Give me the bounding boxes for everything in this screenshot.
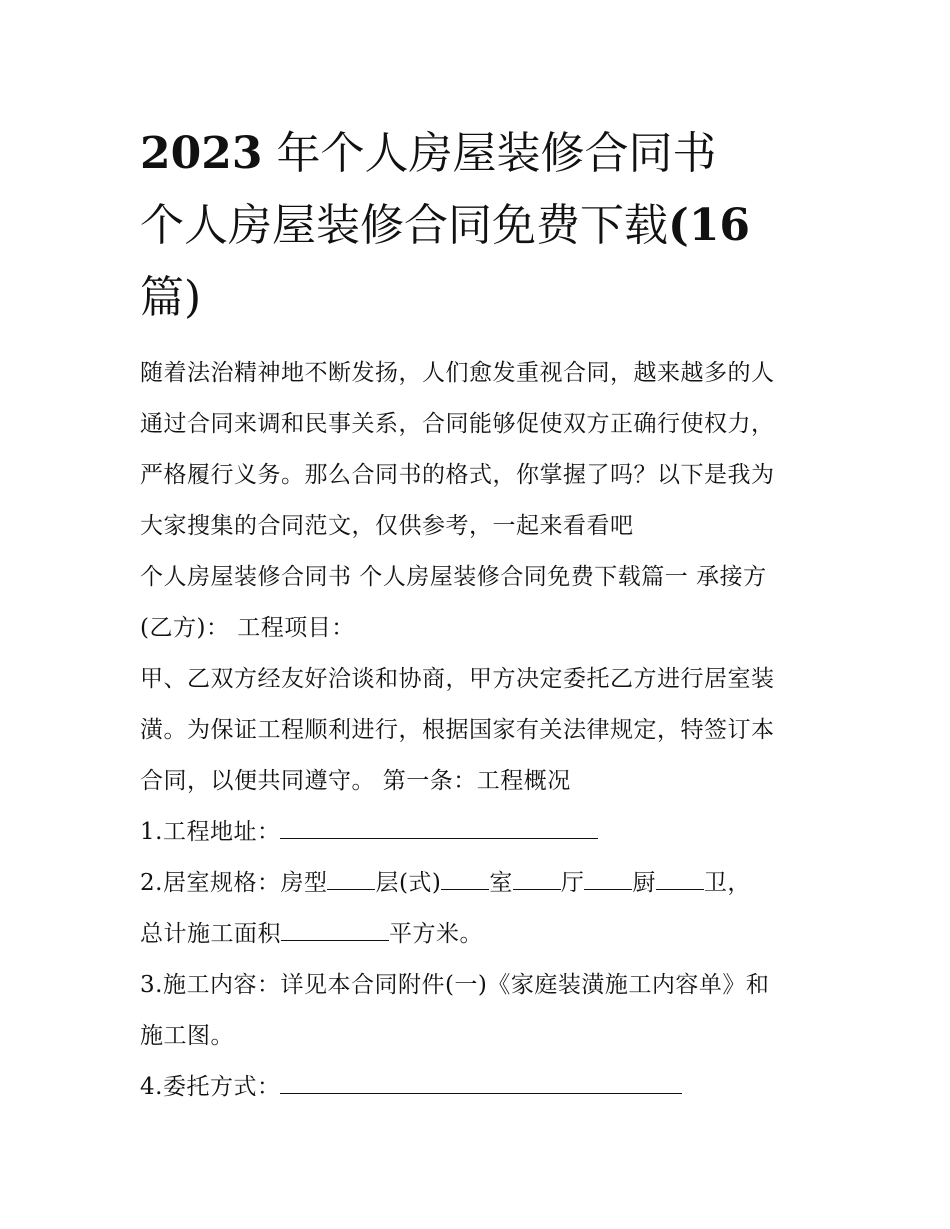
spec-blank-5 xyxy=(656,869,704,890)
intro-line-1: 随着法治精神地不断发扬，人们愈发重视合同，越来越多的人 xyxy=(140,360,775,386)
title-line-1 xyxy=(140,118,820,190)
address-blank xyxy=(280,818,598,839)
item-area xyxy=(140,909,820,960)
title-line-2-text: 个人房屋装修合同免费下载 xyxy=(140,200,668,251)
area-unit: 平方米。 xyxy=(389,921,483,947)
spec-blank-4 xyxy=(584,869,632,890)
title-count: (16 xyxy=(668,200,751,251)
body-line-2: 潢。为保证工程顺利进行，根据国家有关法律规定，特签订本 xyxy=(140,717,775,743)
intro-line-4: 大家搜集的合同范文，仅供参考，一起来看看吧 xyxy=(140,513,634,539)
spec-wei: 卫， xyxy=(703,870,751,896)
commission-label: 4.委托方式： xyxy=(140,1074,281,1100)
commission-blank xyxy=(280,1073,682,1094)
body-line-3: 合同，以便共同遵守。 第一条：工程概况 xyxy=(140,768,571,794)
address-label: 1.工程地址： xyxy=(140,819,281,845)
title-line-2 xyxy=(140,190,820,262)
title-year: 2023 xyxy=(140,128,263,179)
section-heading-line-1: 个人房屋装修合同书 个人房屋装修合同免费下载篇一 承接方 xyxy=(140,564,767,590)
document-title xyxy=(140,118,820,334)
spec-blank-1 xyxy=(327,869,375,890)
spec-label: 2.居室规格：房型 xyxy=(140,870,328,896)
item-commission xyxy=(140,1062,820,1113)
item-spec xyxy=(140,858,820,909)
spec-ceng: 层(式) xyxy=(375,870,442,896)
intro-line-3: 严格履行义务。那么合同书的格式，你掌握了吗？以下是我为 xyxy=(140,462,775,488)
spec-shi: 室 xyxy=(489,870,513,896)
intro-line-2: 通过合同来调和民事关系，合同能够促使双方正确行使权力， xyxy=(140,411,775,437)
item-address xyxy=(140,807,820,858)
spec-blank-2 xyxy=(441,869,489,890)
spec-chu: 厨 xyxy=(632,870,656,896)
body-line-1: 甲、乙双方经友好洽谈和协商，甲方决定委托乙方进行居室装 xyxy=(140,666,775,692)
spec-ting: 厅 xyxy=(560,870,585,896)
document-page xyxy=(140,118,820,1113)
area-blank xyxy=(281,920,389,941)
item-content-line-2: 施工图。 xyxy=(140,1023,234,1049)
spec-blank-3 xyxy=(513,869,561,890)
title-line-3: 篇) xyxy=(140,272,202,323)
section-heading-line-2: (乙方)： 工程项目： xyxy=(140,615,355,641)
area-label: 总计施工面积 xyxy=(140,921,281,947)
item-content-line-1: 3.施工内容：详见本合同附件(一)《家庭装潢施工内容单》和 xyxy=(140,972,770,998)
title-line-1-text: 年个人房屋装修合同书 xyxy=(276,128,717,179)
